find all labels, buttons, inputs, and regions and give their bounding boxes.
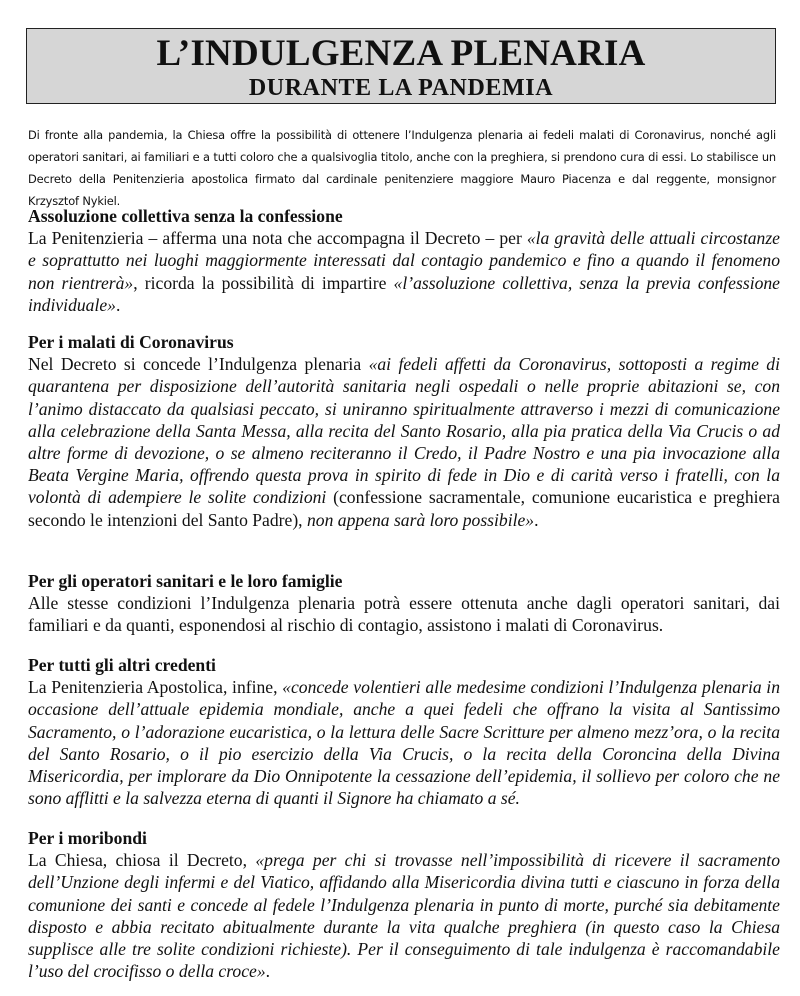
page-subtitle: DURANTE LA PANDEMIA xyxy=(248,75,554,101)
quote-text: «concede volentieri alle medesime condizioni l’Indulgenza plenaria in occasione dell’attuale epidemia mondiale, anche a quei fedeli che offrano la visita al Santissimo Sacramento, o l’adorazione eucaristica, o la lettura delle Sacre Scritture per almeno mezz’ora, o la recita del Santo Rosario, o il pio esercizio della Via Crucis, o la recita della Coroncina della Divina Misericordia, per implorare da Dio Onnipotente la cessazione dell’epidemia, il sollievo per coloro che ne sono afflitti e la salvezza eterna di quanti il Signore ha chiamato a sé. xyxy=(28,677,780,809)
body-text: Alle stesse condizioni l’Indulgenza plenaria potrà essere ottenuta anche dagli operatori sanitari, dai familiari e da quanti, esponendosi al rischio di contagio, assistono i malati di Coronavirus. xyxy=(28,593,780,636)
body-text: La Penitenzieria – afferma una nota che accompagna il Decreto – per xyxy=(28,228,527,249)
section-body xyxy=(28,849,780,982)
body-text: Nel Decreto si concede l’Indulgenza plenaria xyxy=(28,354,369,375)
section-heading: Per i moribondi xyxy=(28,828,147,848)
section-heading: Per i malati di Coronavirus xyxy=(28,332,234,352)
body-text: . xyxy=(534,509,539,530)
section-body xyxy=(28,592,780,636)
quote-text: non appena sarà loro possibile» xyxy=(306,509,535,530)
section-body xyxy=(28,227,780,316)
body-text: (confessione sacramentale, comunione eucaristica e preghiera secondo le intenzioni del Santo Padre), xyxy=(28,487,780,530)
body-text: . xyxy=(265,961,271,982)
section-heading: Per gli operatori sanitari e le loro famiglie xyxy=(28,571,343,591)
quote-text: «l’assoluzione collettiva, senza la previa confessione individuale» xyxy=(28,272,780,315)
section-heading: Assoluzione collettiva senza la confessione xyxy=(28,206,343,226)
section-moribondi xyxy=(28,827,780,982)
intro-paragraph: Di fronte alla pandemia, la Chiesa offre la possibilità di ottenere l’Indulgenza plenaria ai fedeli malati di Coronavirus, nonché agli operatori sanitari, ai familiari e a tutti coloro che a qualsivoglia titolo, anche con la preghiera, si prendono cura di essi. Lo stabilisce un Decreto della Penitenzieria apostolica firmato dal cardinale penitenziere maggiore Mauro Piacenza e dal reggente, monsignor Krzysztof Nykiel. xyxy=(28,128,776,208)
quote-text: «la gravità delle attuali circostanze e soprattutto nei luoghi maggiormente interessati dal contagio pandemico e fino a quando il fenomeno non rientrerà» xyxy=(28,228,780,293)
section-malati xyxy=(28,331,780,531)
body-text: La Penitenzieria Apostolica, infine, xyxy=(28,677,283,698)
body-text: , ricorda la possibilità di impartire xyxy=(133,272,394,293)
section-assoluzione xyxy=(28,205,780,316)
body-text: . xyxy=(115,294,121,315)
page-title: L’INDULGENZA PLENARIA xyxy=(156,33,646,74)
section-heading: Per tutti gli altri credenti xyxy=(28,655,216,675)
section-credenti xyxy=(28,654,780,809)
quote-text: «prega per chi si trovasse nell’impossibilità di ricevere il sacramento dell’Unzione degli infermi e del Viatico, affidando alla Misericordia divina tutti e ciascuno in forza della comunione dei santi e concede al fedele l’Indulgenza plenaria in punto di morte, purché sia debitamente disposto e abbia recitato abitualmente durante la vita qualche preghiera (in questo caso la Chiesa supplisce alle tre solite condizioni richieste). Per il conseguimento di tale indulgenza è raccomandabile l’uso del crocifisso o della croce» xyxy=(28,850,780,982)
section-body xyxy=(28,676,780,809)
title-box xyxy=(26,28,776,104)
body-text: La Chiesa, chiosa il Decreto, xyxy=(28,850,256,871)
section-operatori xyxy=(28,570,780,637)
section-body xyxy=(28,353,780,531)
quote-text: «ai fedeli affetti da Coronavirus, sottoposti a regime di quarantena per disposizione dell’autorità sanitaria negli ospedali o nelle proprie abitazioni se, con l’animo distaccato da qualsiasi peccato, si uniranno spiritualmente attraverso i mezzi di comunicazione alla celebrazione della Santa Messa, alla recita del Santo Rosario, alla pia pratica della Via Crucis o ad altre forme di devozione, o se almeno reciteranno il Credo, il Padre Nostro e una pia invocazione alla Beata Vergine Maria, offrendo questa prova in spirito di fede in Dio e di carità verso i fratelli, con la volontà di adempiere le solite condizioni xyxy=(28,354,780,508)
